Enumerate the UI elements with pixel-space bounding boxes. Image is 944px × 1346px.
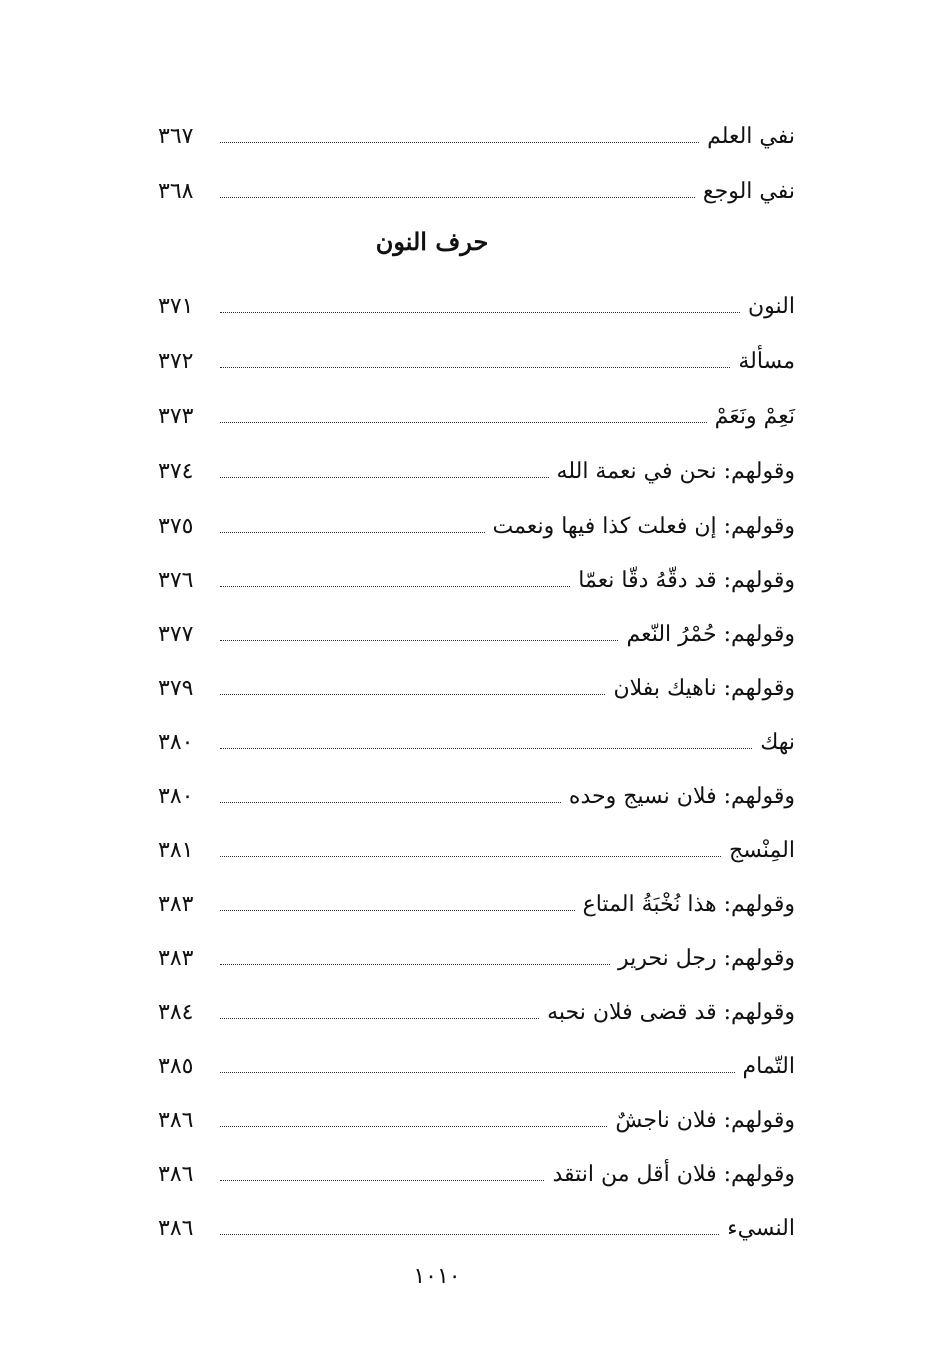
toc-entry-title: وقولهم: فلان ناجشٌ bbox=[615, 1108, 795, 1133]
toc-entry bbox=[100, 498, 795, 542]
toc-entry bbox=[100, 108, 795, 152]
toc-page-number-cell bbox=[100, 122, 220, 152]
toc-page-number: ٣٨٣ bbox=[158, 892, 194, 917]
toc-page-number-cell bbox=[100, 1052, 220, 1082]
toc-entry bbox=[100, 333, 795, 377]
dotted-leader bbox=[220, 142, 699, 143]
toc-page-number: ٣٨٦ bbox=[158, 1162, 194, 1187]
dotted-leader bbox=[220, 748, 752, 749]
toc-entry bbox=[100, 660, 795, 704]
toc-page-number-cell bbox=[100, 674, 220, 704]
dotted-leader bbox=[220, 1180, 544, 1181]
dotted-leader bbox=[220, 910, 575, 911]
toc-entry-title: وقولهم: قد دقّهُ دقّا نعمّا bbox=[578, 568, 795, 593]
toc-entry-title: وقولهم: هذا نُخْبَةُ المتاع bbox=[582, 892, 795, 917]
dotted-leader bbox=[220, 802, 561, 803]
toc-entry bbox=[100, 388, 795, 432]
toc-entry bbox=[100, 1200, 795, 1244]
toc-page-number: ٣٧٩ bbox=[158, 676, 194, 701]
toc-page-number: ٣٦٧ bbox=[158, 124, 194, 149]
dotted-leader bbox=[220, 1018, 539, 1019]
toc-page-number: ٣٨٤ bbox=[158, 1000, 194, 1025]
toc-page-number: ٣٨٠ bbox=[158, 730, 194, 755]
toc-page-number-cell bbox=[100, 1160, 220, 1190]
toc-page-number: ٣٨٥ bbox=[158, 1054, 194, 1079]
toc-page-number-cell bbox=[100, 1106, 220, 1136]
toc-entry-title: المِنْسج bbox=[729, 838, 795, 863]
toc-page-number-cell bbox=[100, 512, 220, 542]
toc-page-number-cell bbox=[100, 1214, 220, 1244]
dotted-leader bbox=[220, 1072, 735, 1073]
toc-entry bbox=[100, 768, 795, 812]
toc-page-number: ٣٧٧ bbox=[158, 622, 194, 647]
dotted-leader bbox=[220, 532, 485, 533]
toc-page-number-cell bbox=[100, 177, 220, 207]
toc-entry-title: وقولهم: قد قضى فلان نحبه bbox=[547, 1000, 795, 1025]
dotted-leader bbox=[220, 477, 549, 478]
toc-entry-title: النون bbox=[748, 294, 795, 319]
toc-page-number-cell bbox=[100, 944, 220, 974]
toc-page-number-cell bbox=[100, 620, 220, 650]
toc-page-number: ٣٨٦ bbox=[158, 1108, 194, 1133]
toc-entry bbox=[100, 714, 795, 758]
toc-page-number-cell bbox=[100, 890, 220, 920]
toc-entry bbox=[100, 1038, 795, 1082]
dotted-leader bbox=[220, 586, 570, 587]
toc-page-number: ٣٦٨ bbox=[158, 179, 194, 204]
toc-entry-title: وقولهم: فلان أقل من انتقد bbox=[552, 1162, 795, 1187]
toc-entry-title: مسألة bbox=[738, 349, 795, 374]
toc-entry-title: وقولهم: رجل نحرير bbox=[618, 946, 795, 971]
toc-entry bbox=[100, 822, 795, 866]
toc-page-number: ٣٧١ bbox=[158, 294, 194, 319]
toc-page-number: ٣٨١ bbox=[158, 838, 194, 863]
toc-page-number: ٣٨٠ bbox=[158, 784, 194, 809]
toc-page-number-cell bbox=[100, 998, 220, 1028]
toc-entry bbox=[100, 1146, 795, 1190]
toc-page-number-cell bbox=[100, 836, 220, 866]
dotted-leader bbox=[220, 367, 730, 368]
toc-page-number-cell bbox=[100, 566, 220, 596]
toc-page-number-cell bbox=[100, 457, 220, 487]
dotted-leader bbox=[220, 312, 740, 313]
dotted-leader bbox=[220, 964, 610, 965]
toc-entry-title: وقولهم: نحن في نعمة الله bbox=[556, 459, 795, 484]
toc-page-number: ٣٨٦ bbox=[158, 1216, 194, 1241]
toc-page-number-cell bbox=[100, 347, 220, 377]
dotted-leader bbox=[220, 422, 707, 423]
dotted-leader bbox=[220, 1234, 719, 1235]
toc-page-number: ٣٧٦ bbox=[158, 568, 194, 593]
section-heading: حرف النون bbox=[375, 227, 489, 256]
toc-entry bbox=[100, 443, 795, 487]
toc-page-number-cell bbox=[100, 292, 220, 322]
dotted-leader bbox=[220, 694, 605, 695]
toc-page-number: ٣٧٤ bbox=[158, 459, 194, 484]
toc-entry bbox=[100, 984, 795, 1028]
dotted-leader bbox=[220, 197, 695, 198]
toc-entry bbox=[100, 163, 795, 207]
toc-entry-title: وقولهم: فلان نسيج وحده bbox=[568, 784, 795, 809]
dotted-leader bbox=[220, 1126, 607, 1127]
toc-entry-title: وقولهم: حُمْرُ النّعم bbox=[626, 622, 795, 647]
toc-page-number-cell bbox=[100, 782, 220, 812]
toc-entry-title: النسيء bbox=[727, 1216, 795, 1241]
toc-page-number-cell bbox=[100, 728, 220, 758]
toc-entry bbox=[100, 278, 795, 322]
page-folio: ١٠١٠ bbox=[413, 1264, 461, 1289]
dotted-leader bbox=[220, 856, 721, 857]
toc-entry-title: نفي العلم bbox=[707, 124, 795, 149]
toc-entry-title: نهك bbox=[760, 730, 795, 755]
toc-entry bbox=[100, 552, 795, 596]
toc-entry bbox=[100, 1092, 795, 1136]
toc-page-number-cell bbox=[100, 402, 220, 432]
toc-entry-title: نفي الوجع bbox=[702, 179, 795, 204]
toc-entry bbox=[100, 930, 795, 974]
toc-entry-title: نَعِمْ ونَعَمْ bbox=[714, 404, 795, 429]
toc-entry-title: وقولهم: إن فعلت كذا فيها ونعمت bbox=[492, 514, 795, 539]
dotted-leader bbox=[220, 640, 618, 641]
toc-page-number: ٣٧٣ bbox=[158, 404, 194, 429]
toc-entry bbox=[100, 876, 795, 920]
toc-page-number: ٣٧٢ bbox=[158, 349, 194, 374]
toc-entry bbox=[100, 606, 795, 650]
toc-page-number: ٣٧٥ bbox=[158, 514, 194, 539]
toc-page-number: ٣٨٣ bbox=[158, 946, 194, 971]
toc-entry-title: وقولهم: ناهيك بفلان bbox=[613, 676, 795, 701]
toc-entry-title: التّمام bbox=[742, 1054, 795, 1079]
